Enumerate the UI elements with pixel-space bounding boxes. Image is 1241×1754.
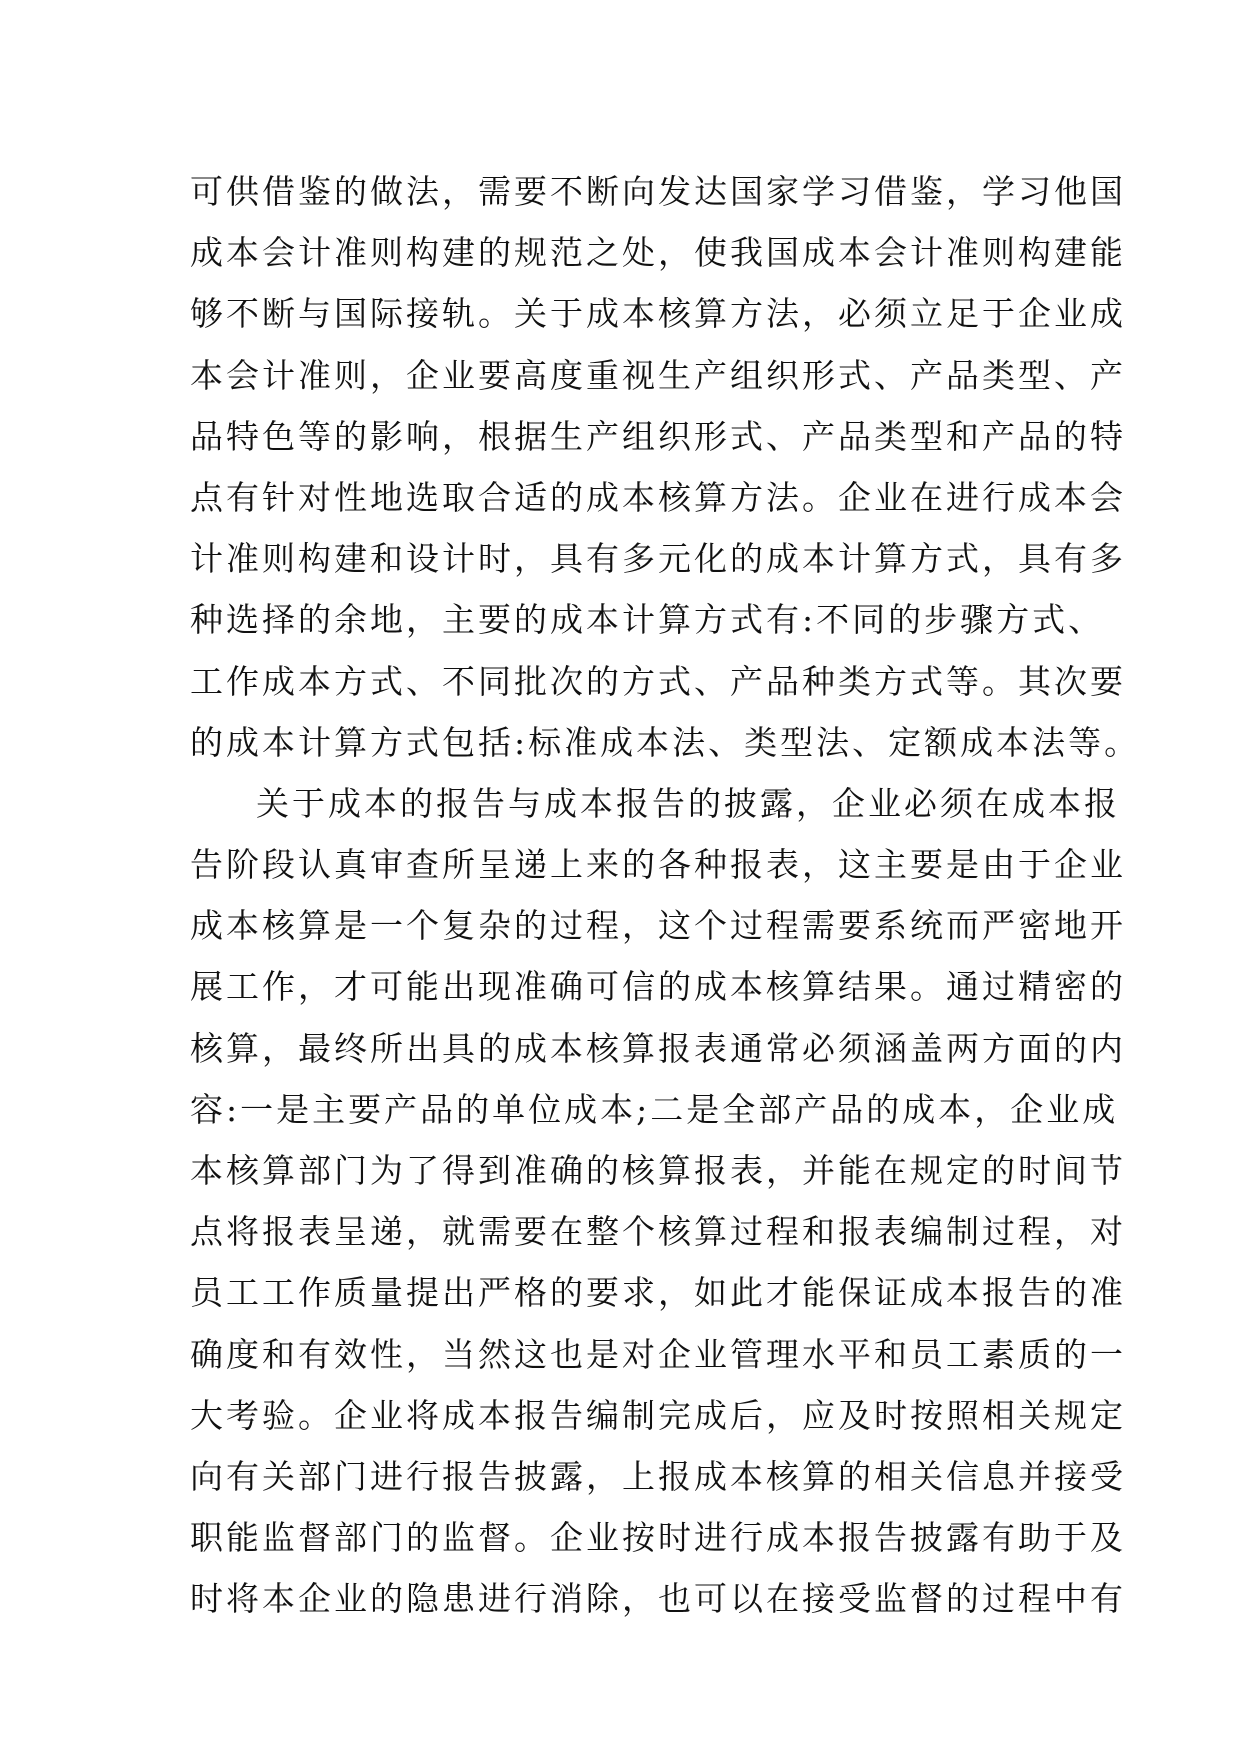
text-line: 告阶段认真审查所呈递上来的各种报表，这主要是由于企业 bbox=[190, 845, 1126, 885]
text-line: 本核算部门为了得到准确的核算报表，并能在规定的时间节 bbox=[190, 1151, 1126, 1190]
text-line: 成本会计准则构建的规范之处，使我国成本会计准则构建能 bbox=[190, 233, 1126, 273]
text-line: 核算，最终所出具的成本核算报表通常必须涵盖两方面的内 bbox=[190, 1028, 1126, 1068]
text-line: 计准则构建和设计时，具有多元化的成本计算方式，具有多 bbox=[190, 539, 1126, 579]
text-line: 员工工作质量提出严格的要求，如此才能保证成本报告的准 bbox=[190, 1273, 1126, 1313]
text-line: 种选择的余地，主要的成本计算方式有:不同的步骤方式、 bbox=[190, 600, 1105, 640]
text-line: 工作成本方式、不同批次的方式、产品种类方式等。其次要 bbox=[190, 661, 1126, 701]
text-line: 的成本计算方式包括:标准成本法、类型法、定额成本法等。 bbox=[190, 722, 1141, 762]
text-line: 向有关部门进行报告披露，上报成本核算的相关信息并接受 bbox=[190, 1456, 1126, 1496]
text-line: 职能监督部门的监督。企业按时进行成本报告披露有助于及 bbox=[190, 1518, 1126, 1558]
text-line: 可供借鉴的做法，需要不断向发达国家学习借鉴，学习他国 bbox=[190, 172, 1126, 211]
text-line: 本会计准则，企业要高度重视生产组织形式、产品类型、产 bbox=[190, 355, 1126, 395]
text-line: 时将本企业的隐患进行消除，也可以在接受监督的过程中有 bbox=[190, 1579, 1126, 1619]
text-line: 点将报表呈递，就需要在整个核算过程和报表编制过程，对 bbox=[190, 1212, 1126, 1252]
text-line: 品特色等的影响，根据生产组织形式、产品类型和产品的特 bbox=[190, 416, 1126, 456]
text-line: 点有针对性地选取合适的成本核算方法。企业在进行成本会 bbox=[190, 477, 1126, 517]
text-line: 确度和有效性，当然这也是对企业管理水平和员工素质的一 bbox=[190, 1334, 1126, 1374]
paragraph-start-line: 关于成本的报告与成本报告的披露，企业必须在成本报 bbox=[256, 783, 1120, 823]
text-line: 成本核算是一个复杂的过程，这个过程需要系统而严密地开 bbox=[190, 906, 1126, 946]
text-line: 够不断与国际接轨。关于成本核算方法，必须立足于企业成 bbox=[190, 294, 1126, 334]
body-text bbox=[190, 161, 1141, 1630]
text-line: 展工作，才可能出现准确可信的成本核算结果。通过精密的 bbox=[190, 967, 1126, 1007]
text-line: 容:一是主要产品的单位成本;二是全部产品的成本，企业成 bbox=[190, 1089, 1119, 1129]
text-line: 大考验。企业将成本报告编制完成后，应及时按照相关规定 bbox=[190, 1395, 1126, 1435]
